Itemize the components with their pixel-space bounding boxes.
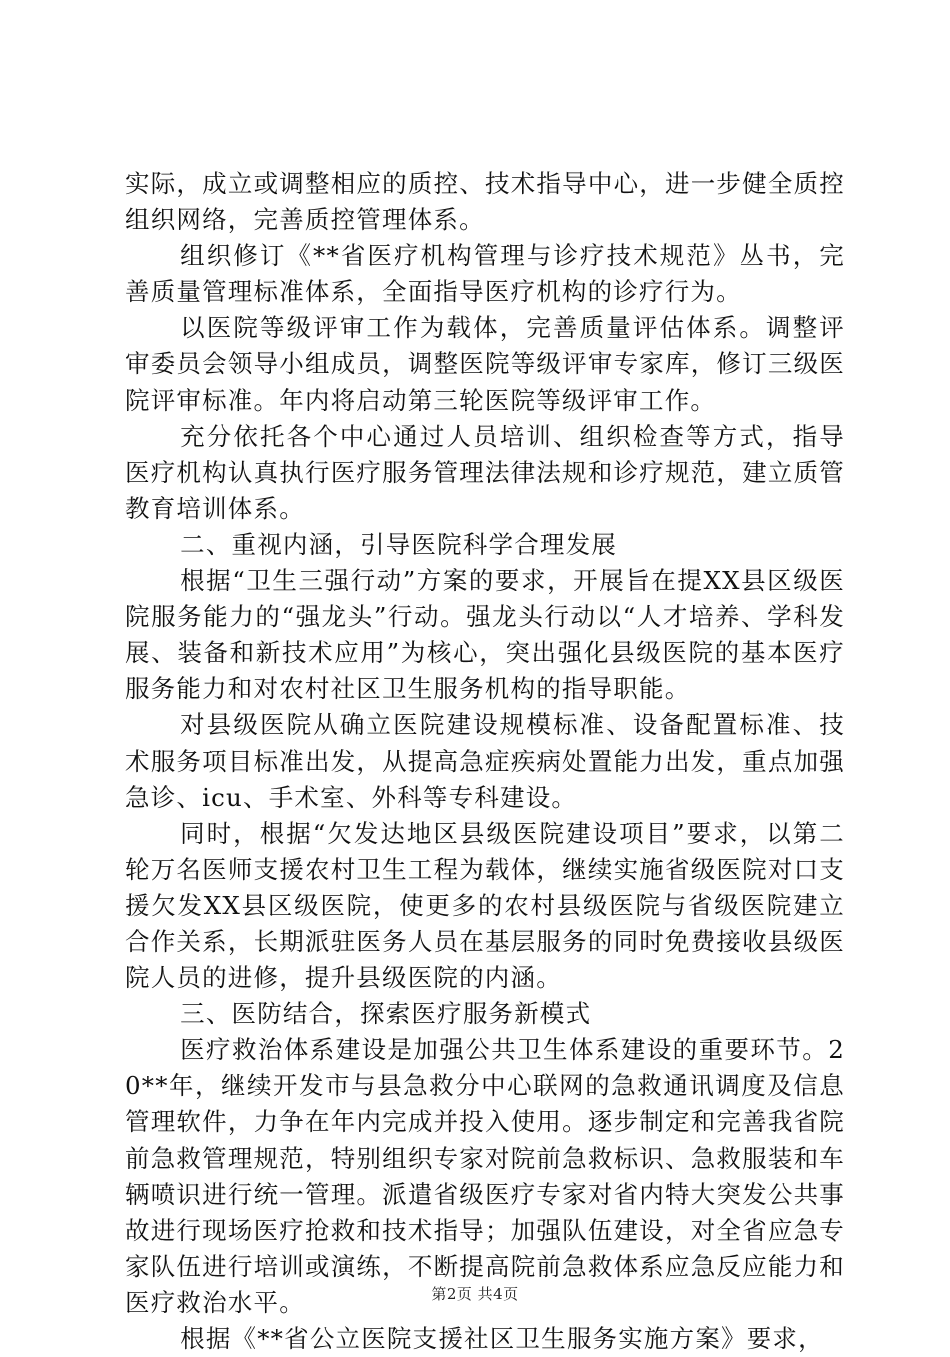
section-heading-two: 二、重视内涵，引导医院科学合理发展 [180, 529, 618, 559]
paragraph-strong-leader-action: 根据“卫生三强行动”方案的要求，开展旨在提XX县区级医院服务能力的“强龙头”行动。强龙头行动以“人才培养、学科发展、装备和新技术应用”为核心，突出强化县级医院的基本医疗服务能力和对农村社区卫生服务机构的指导职能。 [125, 566, 845, 704]
document-body [125, 166, 845, 1357]
paragraph-emergency-system: 医疗救治体系建设是加强公共卫生体系建设的重要环节。20**年，继续开发市与县急救分中心联网的急救通讯调度及信息管理软件，力争在年内完成并投入使用。逐步制定和完善我省院前急救管理规范，特别组织专家对院前急救标识、急救服装和车辆喷识进行统一管理。派遣省级医疗专家对省内特大突发公共事故进行现场医疗抢救和技术指导；加强队伍建设，对全省应急专家队伍进行培训或演练，不断提高院前急救体系应急反应能力和医疗救治水平。 [125, 1035, 845, 1317]
paragraph-continuation: 实际，成立或调整相应的质控、技术指导中心，进一步健全质控组织网络，完善质控管理体系。 [125, 169, 845, 235]
paragraph-county-hospital-standards: 对县级医院从确立医院建设规模标准、设备配置标准、技术服务项目标准出发，从提高急症疾病处置能力出发，重点加强急诊、icu、手术室、外科等专科建设。 [125, 710, 845, 812]
paragraph-training-system: 充分依托各个中心通过人员培训、组织检查等方式，指导医疗机构认真执行医疗服务管理法律法规和诊疗规范，建立质管教育培训体系。 [125, 421, 845, 523]
paragraph-community-support: 根据《**省公立医院支援社区卫生服务实施方案》要求， [180, 1324, 824, 1353]
paragraph-rural-support: 同时，根据“欠发达地区县级医院建设项目”要求，以第二轮万名医师支援农村卫生工程为载体，继续实施省级医院对口支援欠发XX县区级医院，使更多的农村县级医院与省级医院建立合作关系，长期派驻医务人员在基层服务的同时免费接收县级医院人员的进修，提升县级医院的内涵。 [125, 818, 845, 993]
paragraph-revise-standards: 组织修订《**省医疗机构管理与诊疗技术规范》丛书，完善质量管理标准体系，全面指导医疗机构的诊疗行为。 [125, 241, 845, 307]
paragraph-hospital-grading: 以医院等级评审工作为载体，完善质量评估体系。调整评审委员会领导小组成员，调整医院等级评审专家库，修订三级医院评审标准。年内将启动第三轮医院等级评审工作。 [125, 313, 845, 415]
section-heading-three: 三、医防结合，探索医疗服务新模式 [180, 999, 592, 1029]
page-number-footer: 第2页 共4页 [431, 1285, 519, 1303]
